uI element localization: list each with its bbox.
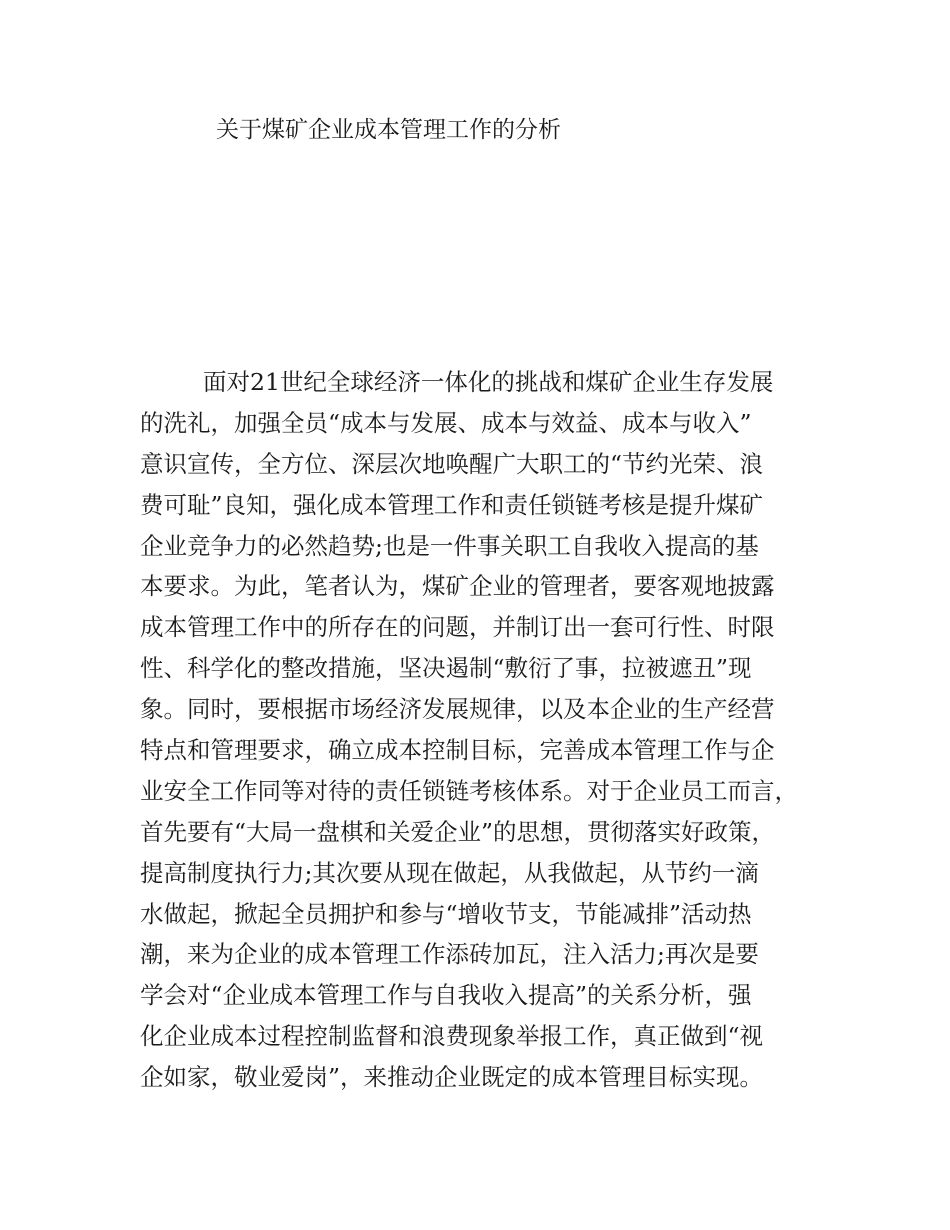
paragraph-line: 面对21世纪全球经济一体化的挑战和煤矿企业生存发展	[203, 368, 774, 396]
paragraph-line: 意识宣传，全方位、深层次地唤醒广大职工的“节约光荣、浪	[140, 449, 764, 478]
paragraph-line: 学会对“企业成本管理工作与自我收入提高”的关系分析，强	[140, 981, 752, 1010]
paragraph-line: 费可耻”良知，强化成本管理工作和责任锁链考核是提升煤矿	[140, 490, 764, 519]
paragraph-line: 特点和管理要求，确立成本控制目标，完善成本管理工作与企	[140, 736, 775, 765]
paragraph-line: 企如家，敬业爱岗”，来推动企业既定的成本管理目标实现。	[140, 1063, 764, 1092]
paragraph-line: 性、科学化的整改措施，坚决遏制“敷衍了事，拉被遮丑”现	[140, 654, 752, 683]
paragraph-line: 首先要有“大局一盘棋和关爱企业”的思想，贯彻落实好政策，	[140, 817, 776, 846]
paragraph-line: 潮，来为企业的成本管理工作添砖加瓦，注入活力;再次是要	[140, 940, 759, 969]
paragraph-line: 企业竞争力的必然趋势;也是一件事关职工自我收入提高的基	[140, 531, 759, 560]
paragraph-line: 业安全工作同等对待的责任锁链考核体系。对于企业员工而言，	[140, 776, 798, 805]
paragraph-line: 的洗礼，加强全员“成本与发展、成本与效益、成本与收入”	[140, 408, 752, 437]
paragraph-line: 成本管理工作中的所存在的问题，并制订出一套可行性、时限	[140, 613, 775, 642]
paragraph-line: 水做起，掀起全员拥护和参与“增收节支，节能减排”活动热	[140, 899, 752, 928]
paragraph-line: 象。同时，要根据市场经济发展规律，以及本企业的生产经营	[140, 695, 775, 724]
paragraph-line: 提高制度执行力;其次要从现在做起，从我做起，从节约一滴	[140, 858, 759, 887]
paragraph-line: 本要求。为此，笔者认为，煤矿企业的管理者，要客观地披露	[140, 572, 775, 601]
document-title: 关于煤矿企业成本管理工作的分析	[216, 117, 561, 143]
body-paragraph	[140, 362, 830, 1098]
paragraph-line: 化企业成本过程控制监督和浪费现象举报工作，真正做到“视	[140, 1022, 764, 1051]
